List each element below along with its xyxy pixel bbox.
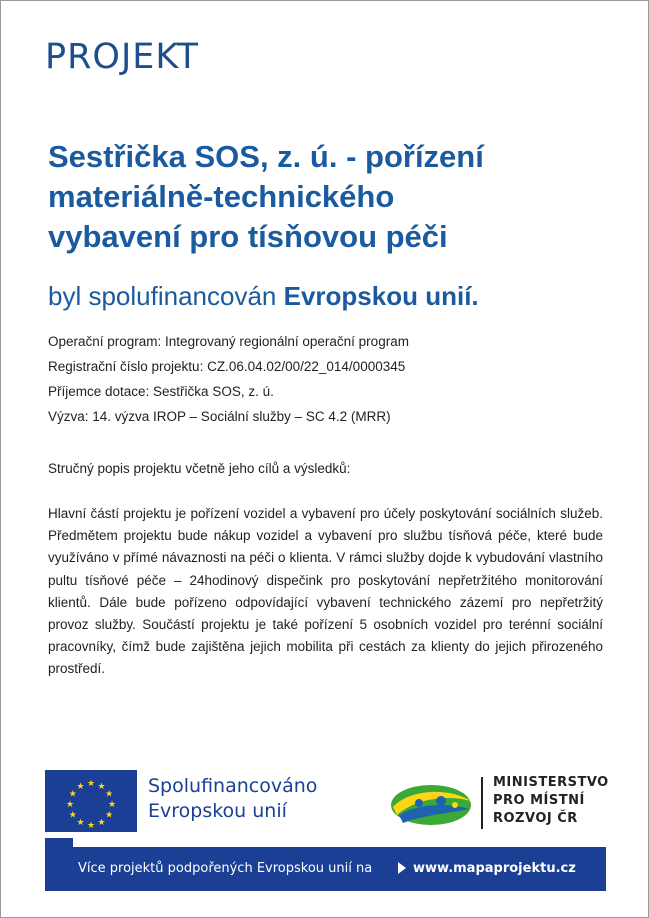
svg-text:★: ★ bbox=[107, 800, 117, 810]
banner-text: Více projektů podpořených Evropskou unií na bbox=[78, 861, 373, 876]
project-meta bbox=[48, 333, 608, 433]
cofinancing-subtitle bbox=[48, 281, 479, 312]
svg-text:★: ★ bbox=[86, 779, 96, 789]
svg-text:★: ★ bbox=[105, 789, 114, 800]
eu-flag-icon bbox=[45, 770, 137, 832]
mapaprojektu-banner[interactable] bbox=[45, 847, 606, 891]
svg-text:★: ★ bbox=[86, 821, 96, 831]
subtitle-emphasis: Evropskou unií. bbox=[283, 281, 479, 311]
mmr-logo-icon bbox=[389, 777, 475, 829]
eu-label-line-2: Evropskou unií bbox=[148, 800, 287, 822]
title-line-2: materiálně-technického bbox=[48, 179, 395, 214]
title-line-1: Sestřička SOS, z. ú. - pořízení bbox=[48, 139, 484, 174]
svg-text:★: ★ bbox=[97, 818, 106, 829]
description-text: Hlavní částí projektu je pořízení vozidel a vybavení pro účely poskytování sociálních služeb. Předmětem projektu bude nákup vozidel a vybavení pro službu tísňová péče, které bude využíváno v přímé návaznosti na péči o klienta. V rámci služby dojde k vybudování vlastního pultu tísňové péče – 24hodinový dispečink pro poskytování nepřetržitého monitorování klientů. Dále bude pořízeno odpovídající vybavení technického zázemí pro nepřetržitý provoz služby. Součástí projektu je také pořízení 5 osobních vozidel pro terénní sociální pracovníky, čímž bude zajištěna jejich mobilita při cestách za klienty do jejich přirozeného prostředí. bbox=[48, 506, 603, 677]
svg-text:★: ★ bbox=[68, 789, 77, 800]
eu-stars-graphic bbox=[45, 770, 137, 832]
ministry-line-1: MINISTERSTVO bbox=[493, 775, 609, 790]
svg-text:★: ★ bbox=[68, 810, 77, 821]
banner-url-link[interactable]: www.mapaprojektu.cz bbox=[413, 861, 576, 876]
mmr-divider bbox=[481, 777, 483, 829]
arrow-right-icon bbox=[397, 861, 407, 875]
svg-text:★: ★ bbox=[105, 810, 114, 821]
banner-tab bbox=[45, 838, 73, 848]
meta-recipient: Příjemce dotace: Sestřička SOS, z. ú. bbox=[48, 384, 274, 399]
title-line-3: vybavení pro tísňovou péči bbox=[48, 219, 448, 254]
ministry-line-2: PRO MÍSTNÍ bbox=[493, 793, 585, 808]
eu-cofinanced-label bbox=[148, 774, 317, 824]
ministry-line-3: ROZVOJ ČR bbox=[493, 811, 578, 826]
meta-call: Výzva: 14. výzva IROP – Sociální služby – SC 4.2 (MRR) bbox=[48, 409, 391, 424]
eu-label-line-1: Spolufinancováno bbox=[148, 775, 318, 797]
svg-text:★: ★ bbox=[65, 800, 75, 810]
subtitle-prefix: byl spolufinancován bbox=[48, 281, 277, 311]
svg-text:★: ★ bbox=[97, 781, 106, 792]
meta-registration: Registrační číslo projektu: CZ.06.04.02/00/22_014/0000345 bbox=[48, 359, 406, 374]
svg-text:★: ★ bbox=[76, 818, 85, 829]
meta-program: Operační program: Integrovaný regionální operační program bbox=[48, 334, 409, 349]
projekt-heading: PROJEKT bbox=[45, 37, 200, 77]
description-label: Stručný popis projektu včetně jeho cílů a výsledků: bbox=[48, 461, 351, 476]
project-title bbox=[48, 137, 618, 257]
svg-text:★: ★ bbox=[76, 781, 85, 792]
ministry-label bbox=[493, 774, 609, 828]
